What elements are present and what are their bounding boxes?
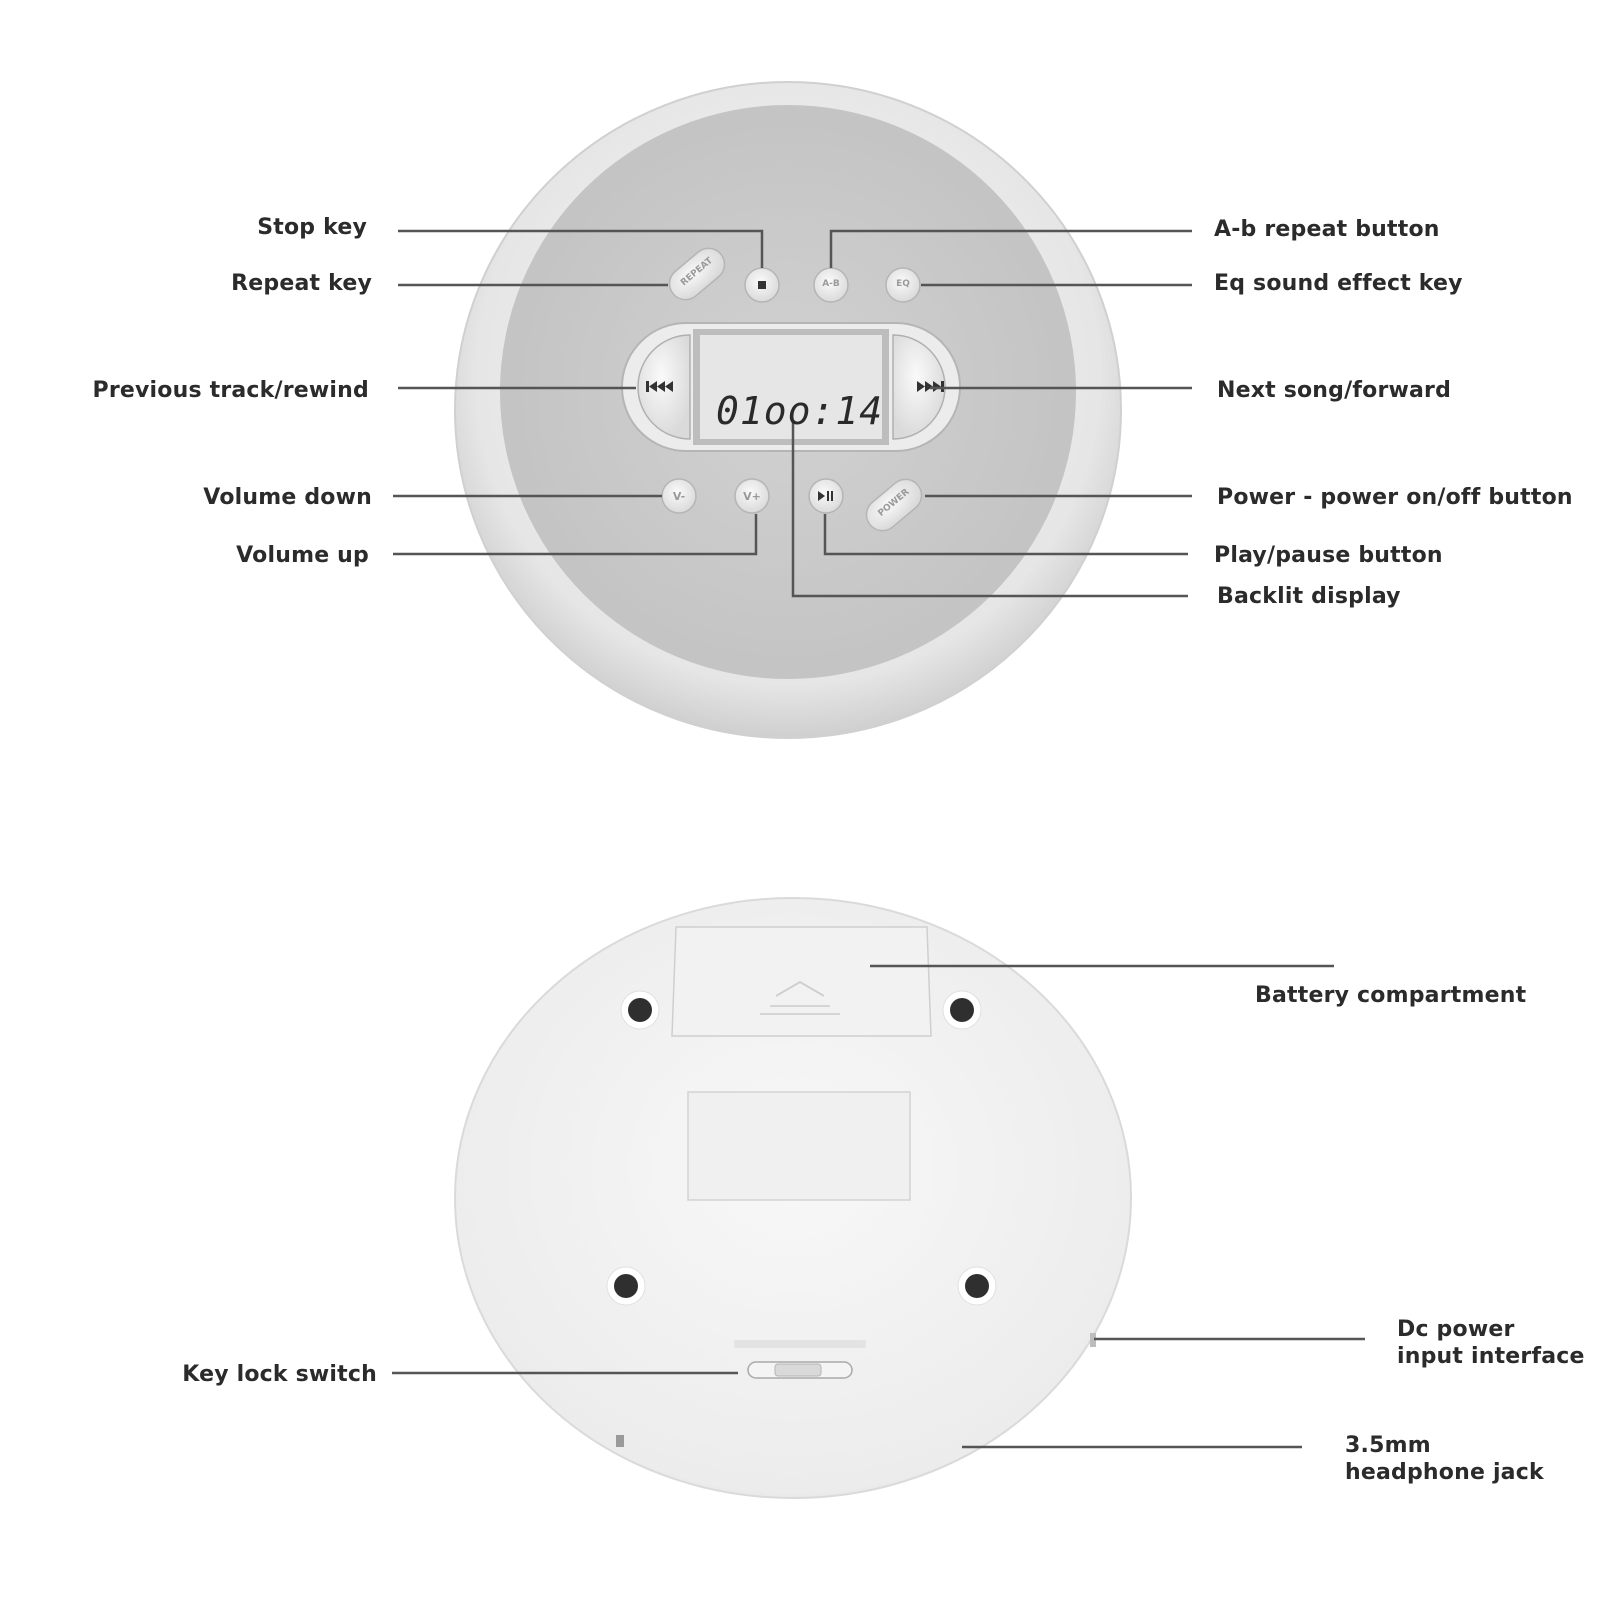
- bottom-view-player: [455, 898, 1131, 1498]
- label-volume-up: Volume up: [236, 543, 369, 568]
- rubber-foot: [628, 998, 652, 1022]
- label-key-lock: Key lock switch: [182, 1362, 377, 1387]
- rubber-foot: [965, 1274, 989, 1298]
- label-eq-sound: Eq sound effect key: [1214, 271, 1463, 296]
- vol-down-button-text: V-: [672, 490, 686, 503]
- label-play-pause: Play/pause button: [1214, 543, 1443, 568]
- rubber-foot: [614, 1274, 638, 1298]
- label-dc-power-line2: input interface: [1397, 1344, 1585, 1369]
- power-button-text: POWER: [876, 487, 912, 519]
- repeat-button-text: REPEAT: [679, 255, 715, 289]
- label-repeat-key: Repeat key: [231, 271, 372, 296]
- label-volume-down: Volume down: [203, 485, 372, 510]
- label-power: Power - power on/off button: [1217, 485, 1573, 510]
- stop-icon: [758, 281, 766, 289]
- label-previous-track: Previous track/rewind: [92, 378, 369, 403]
- label-ab-repeat: A-b repeat button: [1214, 217, 1440, 242]
- label-backlit-display: Backlit display: [1217, 584, 1401, 609]
- lcd-reading: 01oo:14: [716, 389, 884, 433]
- headphone-port-mark: [616, 1435, 624, 1447]
- eq-button-text: EQ: [896, 279, 910, 289]
- label-headphone-line1: 3.5mm: [1345, 1433, 1431, 1458]
- key-lock-text-mark: [734, 1340, 866, 1348]
- label-headphone-line2: headphone jack: [1345, 1460, 1544, 1485]
- vol-up-button-text: V+: [743, 490, 761, 503]
- battery-door: [672, 927, 931, 1036]
- label-next-song: Next song/forward: [1217, 378, 1452, 403]
- ab-button-text: A-B: [822, 279, 840, 289]
- label-dc-power-line1: Dc power: [1397, 1317, 1515, 1342]
- label-plate: [688, 1092, 910, 1200]
- rubber-foot: [950, 998, 974, 1022]
- label-battery: Battery compartment: [1255, 983, 1527, 1008]
- label-stop-key: Stop key: [257, 215, 367, 240]
- key-lock-knob: [775, 1364, 821, 1376]
- play-pause-button: [809, 479, 843, 513]
